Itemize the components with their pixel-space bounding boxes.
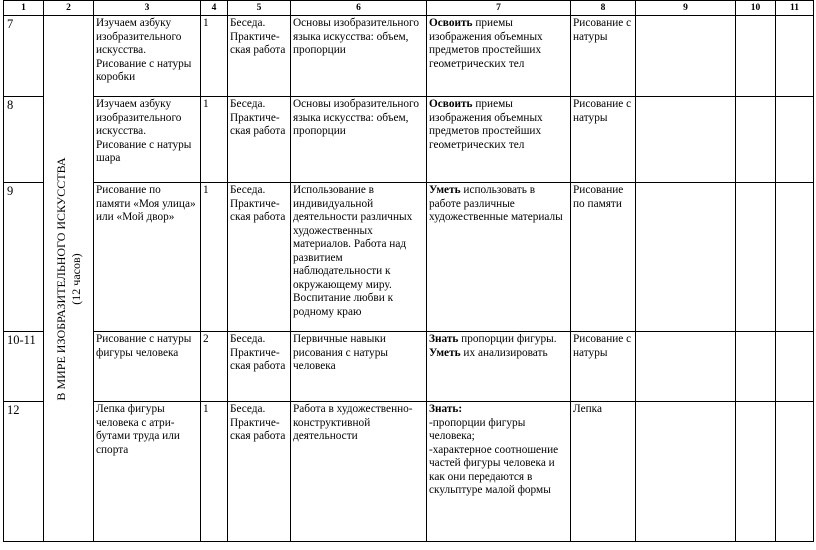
column-number: 9	[636, 1, 736, 16]
lesson-number: 10-11	[4, 332, 44, 402]
empty-cell	[736, 332, 776, 402]
column-number: 4	[201, 1, 228, 16]
column-number: 10	[736, 1, 776, 16]
empty-cell	[776, 97, 814, 183]
lesson-skills: Уметь использовать в работе различные художественные материалы	[427, 183, 571, 332]
lesson-activity: Рисование с натуры	[571, 332, 636, 402]
lesson-topic: Рисование по памяти «Моя улица» или «Мой двор»	[94, 183, 201, 332]
table-row	[4, 332, 814, 402]
empty-cell	[636, 183, 736, 332]
lesson-activity: Рисование по памяти	[571, 183, 636, 332]
column-number: 2	[44, 1, 94, 16]
empty-cell	[776, 332, 814, 402]
empty-cell	[636, 402, 736, 542]
empty-cell	[736, 97, 776, 183]
empty-cell	[636, 332, 736, 402]
lesson-content: Основы изобразительного языка искусства: объем, пропорции	[291, 16, 427, 97]
lesson-type: Беседа. Практиче-ская работа	[228, 16, 291, 97]
lesson-number: 12	[4, 402, 44, 542]
lesson-topic: Лепка фигуры человека с атри-бутами труда или спорта	[94, 402, 201, 542]
column-number: 1	[4, 1, 44, 16]
column-number: 8	[571, 1, 636, 16]
lesson-number: 8	[4, 97, 44, 183]
lesson-type: Беседа. Практиче-ская работа	[228, 332, 291, 402]
table-row	[4, 183, 814, 332]
lesson-type: Беседа. Практиче-ская работа	[228, 97, 291, 183]
empty-cell	[736, 16, 776, 97]
lesson-skills: Освоить приемы изображения объемных предметов простейших геометрических тел	[427, 97, 571, 183]
column-number: 7	[427, 1, 571, 16]
empty-cell	[636, 97, 736, 183]
lesson-topic: Изучаем азбуку изобразительного искусства. Рисование с натуры шара	[94, 97, 201, 183]
lesson-activity: Рисование с натуры	[571, 97, 636, 183]
lesson-type: Беседа. Практиче-ская работа	[228, 183, 291, 332]
lesson-content: Первичные навыки рисования с натуры человека	[291, 332, 427, 402]
lesson-plan-table	[3, 0, 814, 542]
table-row	[4, 16, 814, 97]
empty-cell	[776, 183, 814, 332]
lesson-hours: 1	[201, 402, 228, 542]
lesson-hours: 1	[201, 97, 228, 183]
lesson-hours: 2	[201, 332, 228, 402]
empty-cell	[776, 16, 814, 97]
lesson-skills: Знать: -пропорции фигуры человека; -характерное соотношение частей фигуры человека и как они передаются в скульптуре малой формы	[427, 402, 571, 542]
empty-cell	[736, 183, 776, 332]
lesson-skills: Освоить приемы изображения объемных предметов простейших геометрических тел	[427, 16, 571, 97]
table-row	[4, 97, 814, 183]
lesson-number: 7	[4, 16, 44, 97]
section-title: В МИРЕ ИЗОБРАЗИТЕЛЬНОГО ИСКУССТВА	[53, 156, 68, 401]
column-number: 6	[291, 1, 427, 16]
lesson-type: Беседа. Практиче-ская работа	[228, 402, 291, 542]
lesson-topic: Рисование с натуры фигуры человека	[94, 332, 201, 402]
column-number-header-row	[4, 1, 814, 16]
lesson-activity: Лепка	[571, 402, 636, 542]
lesson-content: Использование в индивидуальной деятельности различных художественных материалов. Работа над развитием наблюдательности к окружающему миру. Воспитание любви к родному краю	[291, 183, 427, 332]
section-hours: (12 часов)	[68, 252, 83, 305]
column-number: 5	[228, 1, 291, 16]
lesson-topic: Изучаем азбуку изобразительного искусства. Рисование с натуры коробки	[94, 16, 201, 97]
lesson-number: 9	[4, 183, 44, 332]
column-number: 11	[776, 1, 814, 16]
empty-cell	[776, 402, 814, 542]
column-number: 3	[94, 1, 201, 16]
section-cell	[44, 16, 94, 542]
lesson-activity: Рисование с натуры	[571, 16, 636, 97]
empty-cell	[736, 402, 776, 542]
table-row	[4, 402, 814, 542]
lesson-content: Основы изобразительного языка искусства: объем, пропорции	[291, 97, 427, 183]
lesson-hours: 1	[201, 183, 228, 332]
lesson-content: Работа в художественно-конструктивной деятельности	[291, 402, 427, 542]
empty-cell	[636, 16, 736, 97]
lesson-hours: 1	[201, 16, 228, 97]
lesson-skills: Знать пропорции фигуры. Уметь их анализировать	[427, 332, 571, 402]
